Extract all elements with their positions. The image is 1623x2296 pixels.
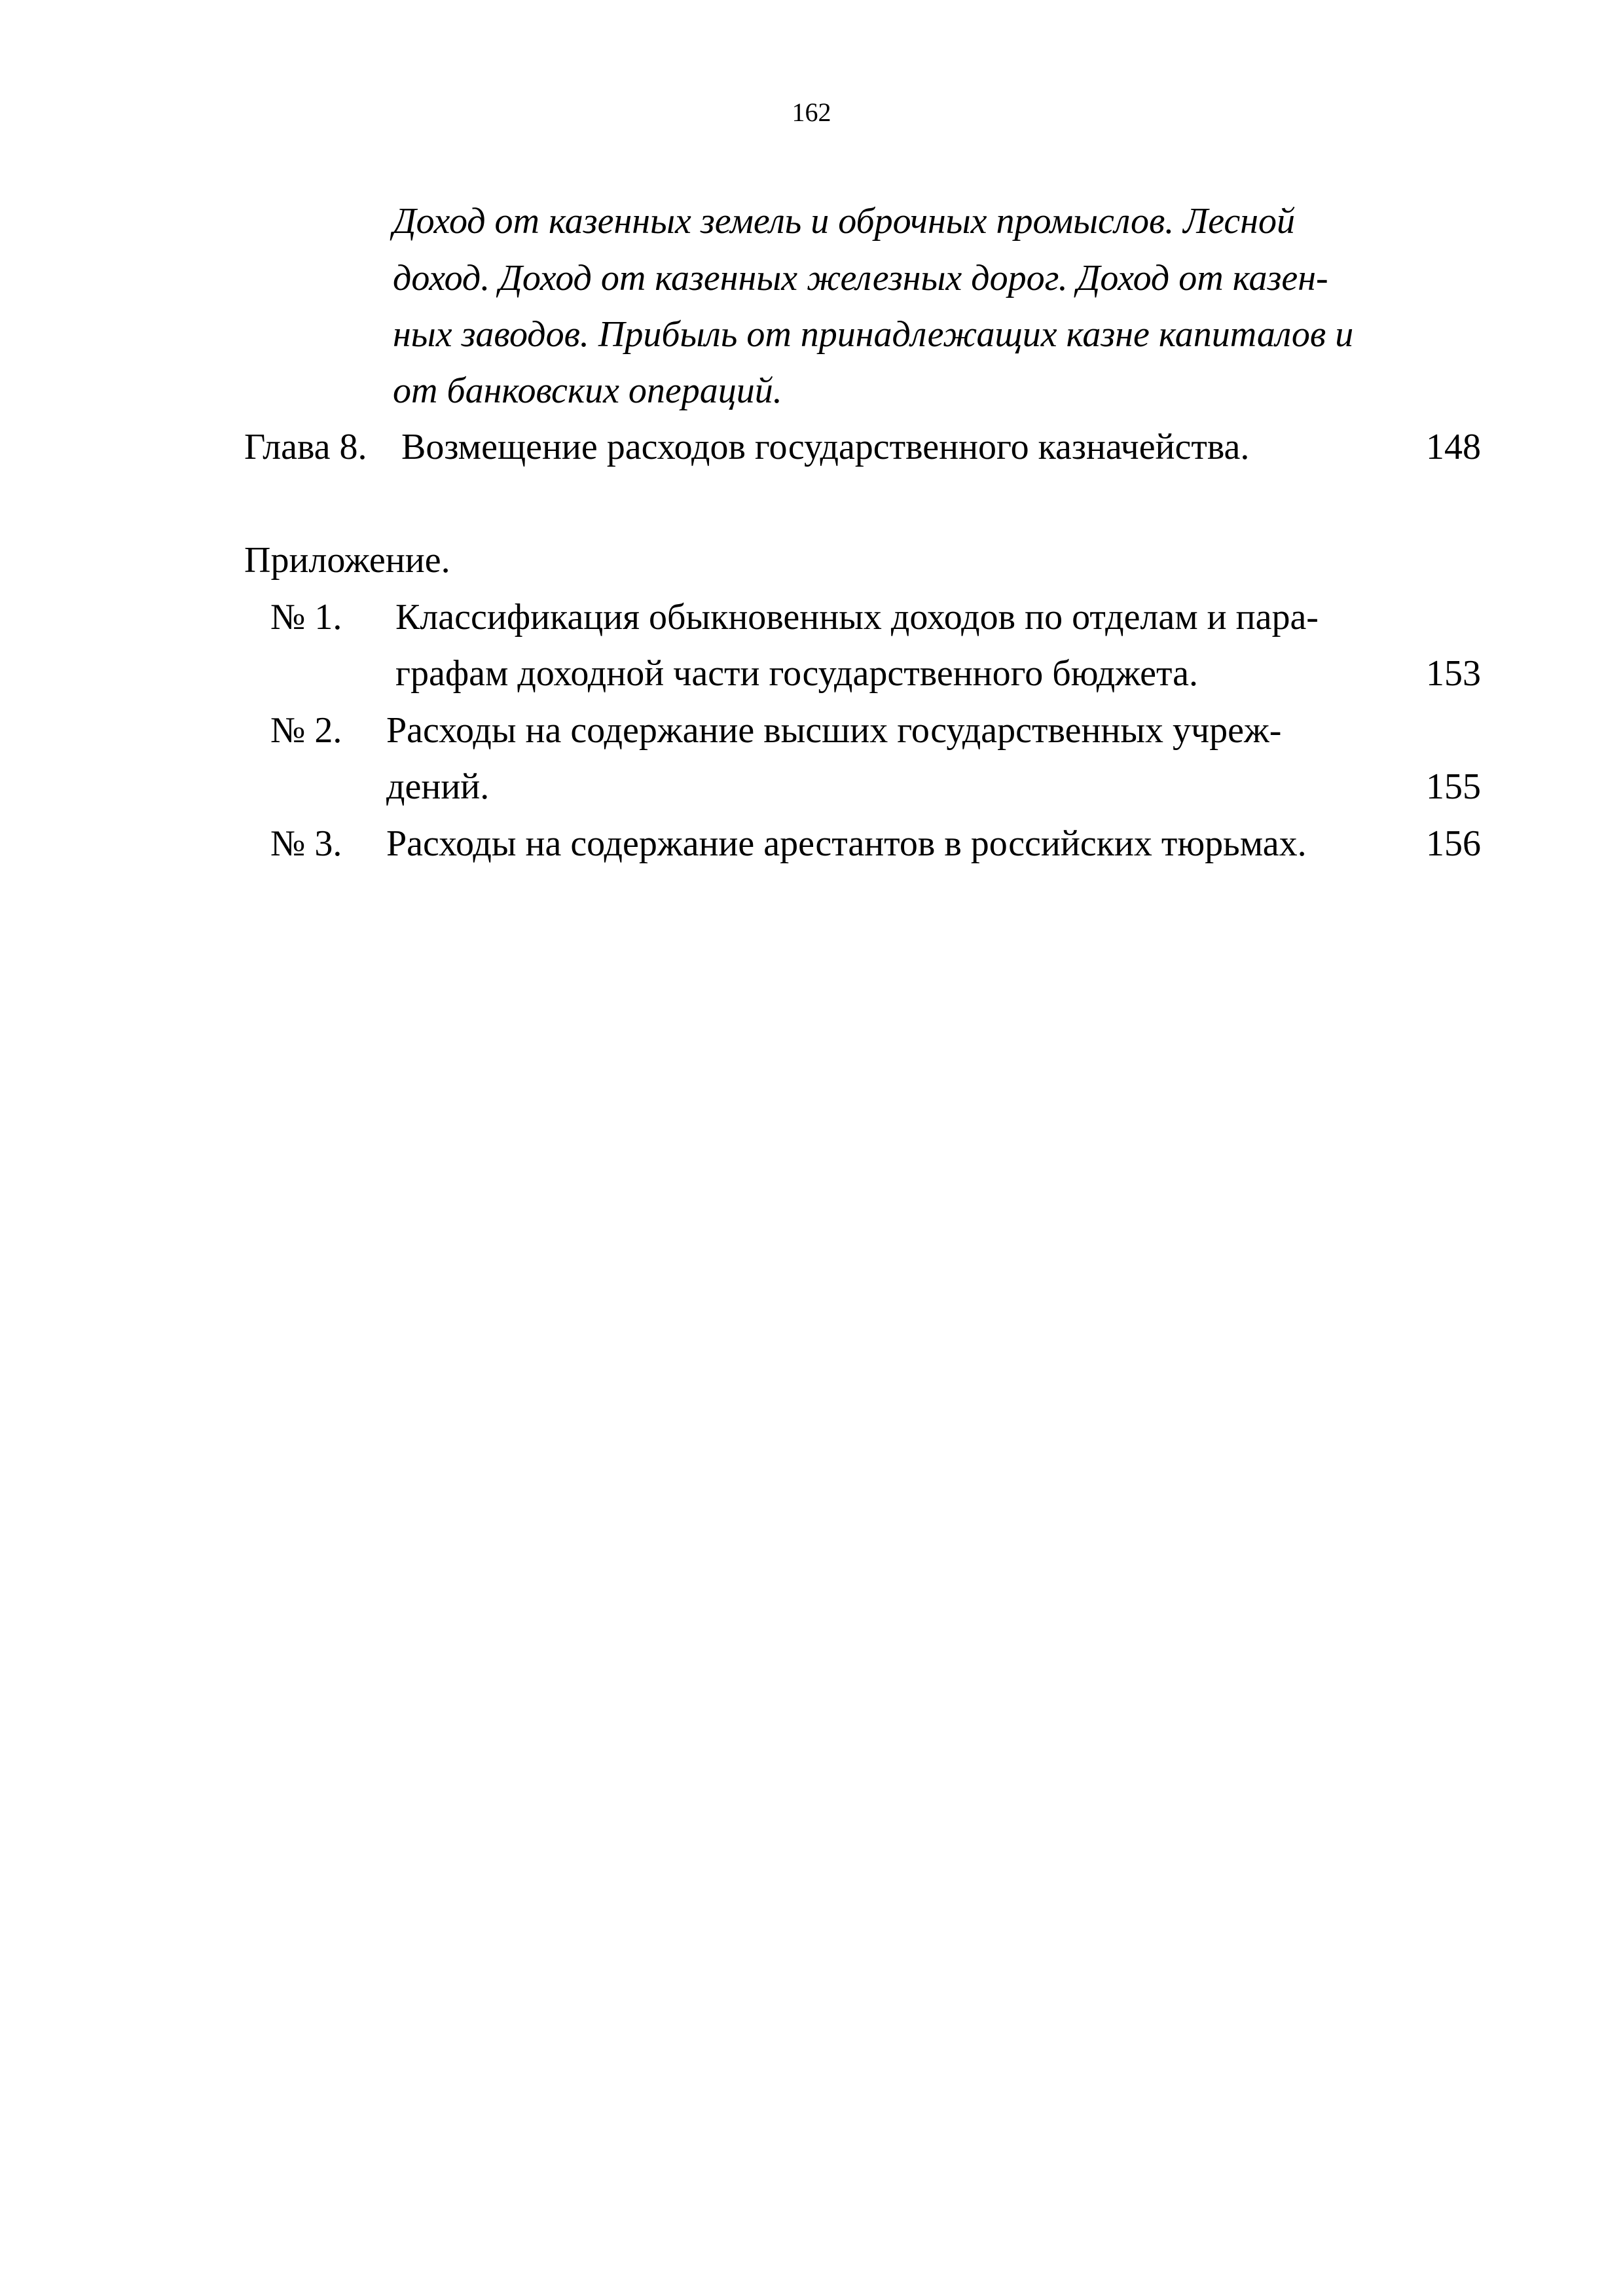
appendix-item-1-line-1: Классификация обыкновенных доходов по отделам и пара- xyxy=(395,597,1319,637)
italic-line-2: доход. Доход от казенных железных дорог. Доход от казен- xyxy=(393,258,1328,298)
appendix-item-2-page: 155 xyxy=(1426,766,1481,807)
chapter-8-label: Глава 8. xyxy=(244,427,367,467)
italic-line-3: ных заводов. Прибыль от принадлежащих казне капиталов и xyxy=(393,314,1354,355)
appendix-item-2-line-2: дений. xyxy=(386,766,490,807)
chapter-8-page: 148 xyxy=(1426,427,1481,467)
appendix-item-1-page: 153 xyxy=(1426,653,1481,694)
appendix-item-3-line-1: Расходы на содержание арестантов в российских тюрьмах. xyxy=(386,823,1307,864)
page-number: 162 xyxy=(792,98,831,127)
appendix-item-3-page: 156 xyxy=(1426,823,1481,864)
italic-line-4: от банковских операций. xyxy=(393,370,782,411)
appendix-heading: Приложение. xyxy=(244,540,450,581)
appendix-item-3-number: № 3. xyxy=(270,823,342,864)
appendix-item-2-line-1: Расходы на содержание высших государственных учреж- xyxy=(386,710,1282,751)
appendix-item-1-line-2: графам доходной части государственного бюджета. xyxy=(395,653,1199,694)
appendix-item-2-number: № 2. xyxy=(270,710,342,751)
appendix-item-1-number: № 1. xyxy=(270,597,342,637)
chapter-8-title: Возмещение расходов государственного казначейства. xyxy=(401,427,1250,467)
italic-line-1: Доход от казенных земель и оброчных промыслов. Лесной xyxy=(393,201,1295,242)
